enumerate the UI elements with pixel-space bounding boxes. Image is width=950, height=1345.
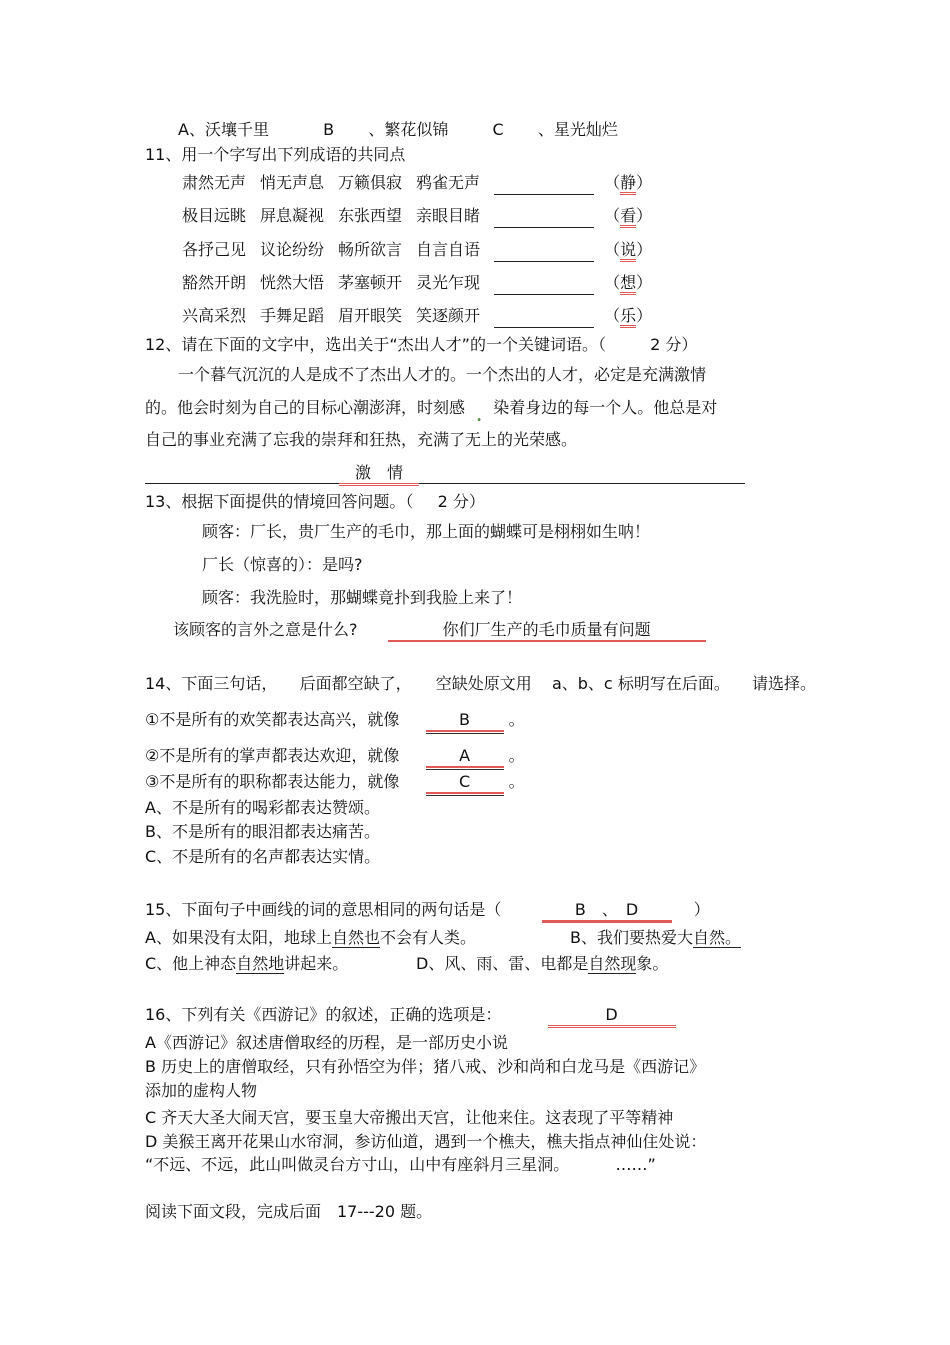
q14-sentence-1 <box>145 710 525 732</box>
q16-option-d-line2 <box>145 1155 656 1175</box>
q15-option-a <box>145 928 476 948</box>
paren-right: ） <box>636 206 653 225</box>
idiom: 兴高采烈 <box>182 306 247 325</box>
q12-p2-part1: 的。他会时刻为自己的目标心潮澎湃，时刻感 <box>145 398 466 417</box>
q13-title <box>145 492 485 512</box>
q15-a-post: 不会有人类。 <box>379 928 476 947</box>
q14-option-c: C、不是所有的名声都表达实情。 <box>145 847 381 866</box>
q11-row <box>182 206 652 228</box>
q16-d2-quote: “不远、不远，此山叫做灵台方寸山，山中有座斜月三星洞。 <box>145 1155 570 1174</box>
q11-row <box>182 273 652 295</box>
q16-title-text: 16、下列有关《西游记》的叙述，正确的选项是： <box>145 1005 502 1024</box>
q12-answer-line <box>145 463 745 484</box>
q14-title-e: 请选择。 <box>752 674 817 693</box>
q16-option-b-line1: B 历史上的唐僧取经，只有孙悟空为伴；猪八戒、沙和尚和白龙马是《西游记》 <box>145 1057 706 1076</box>
option-c-text: 、星光灿烂 <box>537 120 618 139</box>
q10-options <box>178 120 618 140</box>
q11-answer-char: 静 <box>620 174 636 195</box>
idiom: 亲眼目睹 <box>416 206 481 225</box>
q15-b-pre: B、我们要热爱大 <box>570 928 693 947</box>
option-a: A、沃壤千里 <box>178 120 269 139</box>
q11-answer-char: 说 <box>620 241 636 262</box>
idiom: 笑逐颜开 <box>416 306 481 325</box>
idiom: 悄无声息 <box>260 173 325 192</box>
q14-option-b: B、不是所有的眼泪都表达痛苦。 <box>145 822 380 841</box>
q14-end-1: 。 <box>508 710 525 729</box>
idiom: 茅塞顿开 <box>338 273 403 292</box>
q16-d2-ellipsis: ……” <box>615 1155 656 1174</box>
q11-answer <box>620 206 636 228</box>
idiom: 恍然大悟 <box>260 273 325 292</box>
q14-end-2: 。 <box>508 746 525 765</box>
q12-paragraph-1: 一个暮气沉沉的人是成不了杰出人才的。一个杰出的人才，必定是充满激情 <box>178 365 707 384</box>
paren-left: （ <box>604 306 621 325</box>
paren-right: ） <box>636 240 653 259</box>
q11-title: 11、用一个字写出下列成语的共同点 <box>145 145 406 164</box>
q12-title <box>145 335 697 355</box>
idiom: 豁然开朗 <box>182 273 247 292</box>
q15-c-post: 讲起来。 <box>284 954 349 973</box>
q11-row <box>182 240 652 262</box>
q14-answer-3: C <box>426 772 504 794</box>
option-c-letter: C <box>492 120 504 139</box>
answer-blank <box>494 209 594 228</box>
q13-dialog-2: 厂长（惊喜的）：是吗? <box>202 555 363 574</box>
q16-title <box>145 1005 676 1028</box>
q11-row <box>182 173 652 195</box>
q16-option-c: C 齐天大圣大闹天宫，要玉皇大帝搬出天宫，让他来住。这表现了平等精神 <box>145 1108 674 1127</box>
q14-end-3: 。 <box>508 772 525 791</box>
q16-option-a: A《西游记》叙述唐僧取经的历程，是一部历史小说 <box>145 1033 508 1052</box>
idiom: 屏息凝视 <box>260 206 325 225</box>
q15-c-underlined: 自然地 <box>236 954 285 973</box>
q14-title-a: 14、下面三句话， <box>145 674 278 693</box>
q13-title-text: 13、根据下面提供的情境回答问题。（ <box>145 492 414 511</box>
q12-paragraph-2 <box>145 398 718 426</box>
q14-option-a: A、不是所有的喝彩都表达赞颂。 <box>145 798 380 817</box>
q13-question-text: 该顾客的言外之意是什么? <box>173 620 358 639</box>
q15-title <box>145 900 710 923</box>
q14-title-c: 空缺处原文用 <box>435 674 532 693</box>
paren-right: ） <box>636 273 653 292</box>
q12-paragraph-3: 自己的事业充满了忘我的崇拜和狂热，充满了无上的光荣感。 <box>145 430 578 449</box>
q15-rparen: ） <box>693 900 710 919</box>
q13-dialog-3: 顾客：我洗脸时，那蝴蝶竟扑到我脸上来了！ <box>202 588 523 607</box>
idiom: 畅所欲言 <box>338 240 403 259</box>
q12-p2-part2: 染着身边的每一个人。他总是对 <box>493 398 718 417</box>
paren-left: （ <box>604 273 621 292</box>
q15-d-underlined: 自然现 <box>588 954 637 973</box>
idiom: 东张西望 <box>338 206 403 225</box>
idiom: 眉开眼笑 <box>338 306 403 325</box>
q15-option-d <box>416 954 668 974</box>
q13-answer: 你们厂生产的毛巾质量有问题 <box>388 620 706 642</box>
q15-option-b <box>570 928 741 948</box>
q16-answer: D <box>548 1005 676 1028</box>
q14-sentence-3 <box>145 772 525 794</box>
q14-answer-1: B <box>426 710 504 732</box>
q15-a-underlined: 自然也 <box>331 928 380 947</box>
q11-answer <box>620 173 636 195</box>
idiom: 肃然无声 <box>182 173 247 192</box>
q11-answer-char: 看 <box>620 207 636 228</box>
paren-left: （ <box>604 173 621 192</box>
q14-answer-2: A <box>426 746 504 768</box>
q13-dialog-1: 顾客：厂长，贵厂生产的毛巾，那上面的蝴蝶可是栩栩如生呐！ <box>202 522 651 541</box>
idiom: 万籁俱寂 <box>338 173 403 192</box>
answer-blank <box>494 309 594 328</box>
option-b-letter: B <box>323 120 335 139</box>
paren-left: （ <box>604 240 621 259</box>
paren-right: ） <box>636 173 653 192</box>
idiom: 自言自语 <box>416 240 481 259</box>
answer-blank <box>494 276 594 295</box>
q11-answer <box>620 306 636 328</box>
q13-score: 2 分） <box>437 492 485 511</box>
q15-d-pre: D、风、雨、雷、电都是 <box>416 954 589 973</box>
q11-answer-char: 乐 <box>620 307 636 328</box>
q12-score: 2 分） <box>650 335 698 354</box>
idiom: 鸦雀无声 <box>416 173 481 192</box>
paren-left: （ <box>604 206 621 225</box>
idiom: 议论纷纷 <box>260 240 325 259</box>
q15-answer: B 、 D <box>542 900 672 923</box>
idiom: 极目远眺 <box>182 206 247 225</box>
answer-blank <box>494 243 594 262</box>
q15-d-post: 象。 <box>636 954 669 973</box>
idiom: 手舞足蹈 <box>260 306 325 325</box>
idiom: 各抒己见 <box>182 240 247 259</box>
q15-title-text: 15、下面句子中画线的词的意思相同的两句话是（ <box>145 900 502 919</box>
q14-s2-text: ②不是所有的掌声都表达欢迎，就像 <box>145 746 400 765</box>
q14-sentence-2 <box>145 746 525 768</box>
q13-question <box>173 620 706 642</box>
idiom: 灵光乍现 <box>416 273 481 292</box>
paren-right: ） <box>636 306 653 325</box>
q14-title-b: 后面都空缺了， <box>299 674 412 693</box>
q15-a-pre: A、如果没有太阳，地球上 <box>145 928 332 947</box>
option-b-text: 、繁花似锦 <box>368 120 449 139</box>
q11-answer <box>620 273 636 295</box>
q14-title-d: a、b、c 标明写在后面。 <box>551 674 730 693</box>
reading-prompt: 阅读下面文段，完成后面 17---20 题。 <box>145 1202 433 1221</box>
q11-row <box>182 306 652 328</box>
q12-answer: 激 情 <box>339 463 419 486</box>
q15-b-underlined: 自然。 <box>692 928 741 947</box>
mark-dot: • <box>476 415 483 426</box>
q15-c-pre: C、他上神态 <box>145 954 237 973</box>
answer-blank <box>494 176 594 195</box>
q12-title-text: 12、请在下面的文字中，选出关于“杰出人才”的一个关键词语。（ <box>145 335 606 354</box>
q14-s3-text: ③不是所有的职称都表达能力，就像 <box>145 772 400 791</box>
q16-option-d-line1: D 美猴王离开花果山水帘洞，参访仙道，遇到一个樵夫，樵夫指点神仙住处说： <box>145 1132 707 1151</box>
q11-answer <box>620 240 636 262</box>
q11-answer-char: 想 <box>620 274 636 295</box>
q14-title <box>145 674 816 694</box>
q16-option-b-line2: 添加的虚构人物 <box>145 1081 258 1100</box>
q14-s1-text: ①不是所有的欢笑都表达高兴，就像 <box>145 710 400 729</box>
q15-option-c <box>145 954 348 974</box>
